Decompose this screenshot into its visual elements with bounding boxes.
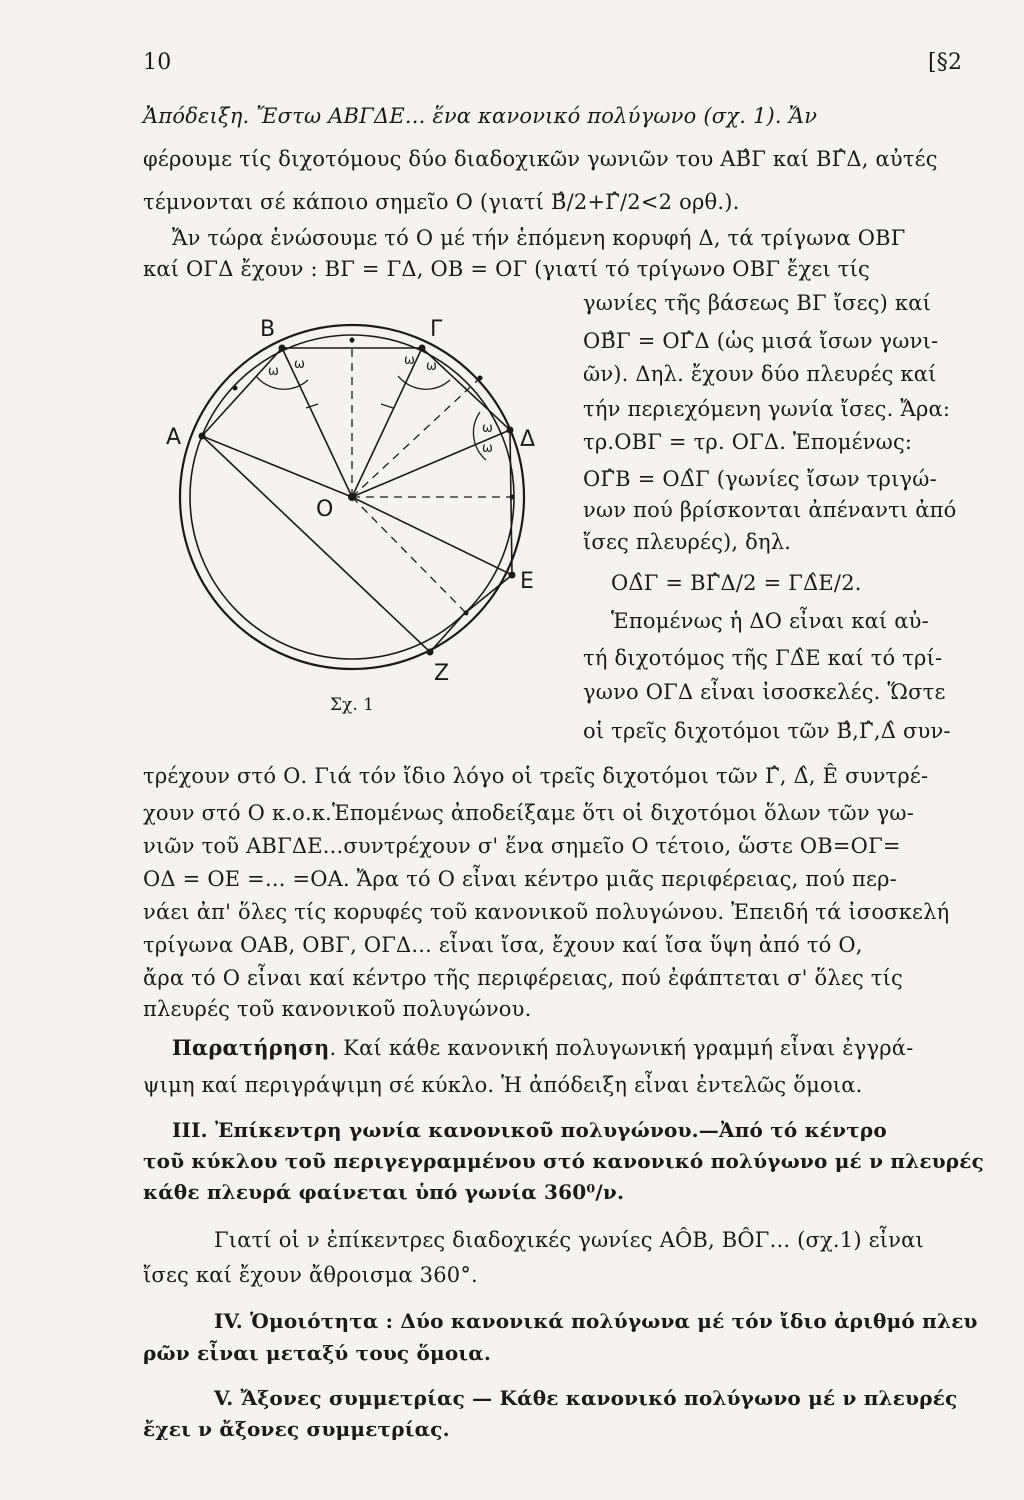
- segment-OP2: [352, 378, 480, 497]
- omega-label-3: ω: [404, 353, 415, 368]
- right-line-4: τήν περιεχόμενη γωνία ἴσες. Ἄρα:: [583, 397, 951, 421]
- vertex-Z: [427, 649, 434, 656]
- right-line-7: νων πού βρίσκονται ἀπέναντι ἀπό: [583, 498, 957, 522]
- label-D: Δ: [520, 427, 536, 452]
- body-line-9: ΟΔ = ΟΕ =... =ΟΑ. Ἄρα τό Ο εἶναι κέντρο μιᾶς περιφέρειας, πού περ-: [143, 867, 897, 891]
- label-Z: Z: [434, 661, 450, 686]
- page-number: 10: [143, 50, 172, 75]
- segment-OA: [202, 436, 352, 497]
- proof-line-5: καί ΟΓΔ ἔχουν : ΒΓ = ΓΔ, ΟΒ = ΟΓ (γιατί τό τρίγωνο ΟΒΓ ἔχει τίς: [143, 257, 870, 281]
- segment-OP4: [352, 497, 466, 613]
- right-line-5: τρ.ΟΒΓ = τρ. ΟΓΔ. Ἑπομένως:: [583, 430, 913, 454]
- justification-line-1: Γιατί οἱ ν ἐπίκεντρες διαδοχικές γωνίες ΑÔΒ, ΒÔΓ... (σχ.1) εἶναι: [214, 1228, 924, 1252]
- right-line-11: τή διχοτόμος τῆς ΓΔ̂Ε καί τό τρί-: [583, 646, 943, 670]
- right-line-12: γωνο ΟΓΔ εἶναι ἰσοσκελές. Ὥστε: [583, 680, 946, 704]
- tangent-point-3: [510, 495, 515, 500]
- proof-line-4: Ἄν τώρα ἑνώσουμε τό Ο μέ τήν ἑπόμενη κορυφή Δ, τά τρίγωνα ΟΒΓ: [172, 226, 906, 250]
- remark-label: Παρατήρηση: [172, 1035, 330, 1060]
- section-iii-line-2: τοῦ κύκλου τοῦ περιγεγραμμένου στό κανονικό πολύγωνο μέ ν πλευρές: [143, 1149, 985, 1173]
- tangent-point-1: [350, 338, 355, 343]
- omega-label-1: ω: [268, 364, 279, 379]
- right-line-3: ῶν). Δηλ. ἔχουν δύο πλευρές καί: [583, 362, 937, 386]
- body-line-6: τρέχουν στό Ο. Γιά τόν ἴδιο λόγο οἱ τρεῖς διχοτόμοι τῶν Γ̂, Δ̂, Ê συντρέ-: [143, 764, 929, 788]
- remark-text: . Καί κάθε κανονική πολυγωνική γραμμή εἶναι ἐγγρά-: [329, 1036, 914, 1060]
- tangent-point-2: [478, 376, 483, 381]
- right-line-2: ΟΒ̂Γ = ΟΓ̂Δ (ὡς μισά ἴσων γωνι-: [583, 329, 939, 353]
- right-line-1: γωνίες τῆς βάσεως ΒΓ ἴσες) καί: [583, 291, 932, 315]
- right-line-9: ΟΔ̂Γ = ΒΓ̂Δ/2 = ΓΔ̂Ε/2.: [611, 571, 862, 595]
- proof-line-2: φέρουμε τίς διχοτόμους δύο διαδοχικῶν γωνιῶν του ΑΒ̂Γ καί ΒΓ̂Δ, αὐτές: [143, 147, 938, 171]
- proof-line-3: τέμνονται σέ κάποιο σημεῖο Ο (γιατί Β̂/2+Γ̂/2<2 ορθ.).: [143, 190, 740, 214]
- body-line-8: νιῶν τοῦ ΑΒΓΔΕ...συντρέχουν σ' ἕνα σημεῖο Ο τέτοιο, ὥστε ΟΒ=ΟΓ=: [143, 834, 901, 858]
- angle-arc-G: [398, 376, 450, 389]
- section-iv-line-1: ΙV. Ὁμοιότητα : Δύο κανονικά πολύγωνα μέ τόν ἴδιο ἀριθμό πλευ: [214, 1309, 978, 1333]
- tick-mark-2: [381, 404, 393, 408]
- segment-OE: [352, 497, 512, 575]
- remark-line-2: ψιμη καί περιγράψιμη σέ κύκλο. Ἡ ἀπόδειξη εἶναι ἐντελῶς ὅμοια.: [143, 1073, 863, 1097]
- section-iii-line-1: ΙΙΙ. Ἐπίκεντρη γωνία κανονικοῦ πολυγώνου.—Ἀπό τό κέντρο: [172, 1118, 887, 1142]
- label-O: O: [316, 497, 334, 522]
- omega-label-4: ω: [426, 359, 437, 374]
- tangent-point-5: [233, 386, 238, 391]
- proof-line-1: Ἀπόδειξη. Ἔστω ΑΒΓΔΕ... ἕνα κανονικό πολύγωνο (σχ. 1). Ἄν: [143, 104, 818, 128]
- section-iv-line-2: ρῶν εἶναι μεταξύ τους ὅμοια.: [143, 1341, 492, 1365]
- vertex-B: [279, 345, 286, 352]
- body-line-11: τρίγωνα ΟΑΒ, ΟΒΓ, ΟΓΔ... εἶναι ἴσα, ἔχουν καί ἴσα ὕψη ἀπό τό Ο,: [143, 933, 863, 957]
- section-v-line-2: ἔχει ν ἄξονες συμμετρίας.: [143, 1417, 450, 1441]
- section-iii-line-3: κάθε πλευρά φαίνεται ὑπό γωνία 360⁰/ν.: [143, 1180, 625, 1204]
- omega-label-5: ω: [482, 421, 493, 436]
- figure-1-regular-polygon-diagram: [160, 300, 560, 720]
- remark-line-1: [172, 1035, 913, 1061]
- justification-line-2: ἴσες καί ἔχουν ἄθροισμα 360°.: [143, 1263, 478, 1287]
- tangent-point-4: [464, 611, 469, 616]
- vertex-E: [509, 572, 516, 579]
- body-line-10: νάει ἀπ' ὅλες τίς κορυφές τοῦ κανονικοῦ πολυγώνου. Ἐπειδή τά ἰσοσκελή: [143, 900, 950, 924]
- label-E: E: [520, 569, 534, 594]
- right-line-8: ἴσες πλευρές), δηλ.: [583, 530, 792, 554]
- right-line-6: ΟΓ̂Β = ΟΔ̂Γ (γωνίες ἴσων τριγώ-: [583, 467, 937, 491]
- segment-OB: [282, 348, 352, 497]
- vertex-D: [507, 427, 514, 434]
- center-O: [348, 493, 356, 501]
- vertex-A: [199, 433, 206, 440]
- right-line-10: Ἑπομένως ἡ ΔΟ εἶναι καί αὐ-: [611, 609, 929, 633]
- omega-label-6: ω: [482, 441, 493, 456]
- vertex-G: [419, 345, 426, 352]
- label-G: Γ: [430, 317, 443, 342]
- body-line-7: χουν στό Ο κ.ο.κ.Ἑπομένως ἀποδείξαμε ὅτι οἱ διχοτόμοι ὅλων τῶν γω-: [143, 801, 915, 825]
- label-B: B: [260, 317, 276, 342]
- segment-OG: [352, 348, 422, 497]
- body-line-12: ἄρα τό Ο εἶναι καί κέντρο τῆς περιφέρειας, πού ἐφάπτεται σ' ὅλες τίς: [143, 966, 903, 990]
- figure-caption: Σχ. 1: [330, 695, 374, 715]
- section-marker: [§2: [928, 50, 963, 75]
- right-line-13: οἱ τρεῖς διχοτόμοι τῶν Β̂,Γ̂,Δ̂ συν-: [583, 719, 951, 743]
- omega-label-2: ω: [294, 357, 305, 372]
- section-v-line-1: V. Ἄξονες συμμετρίας — Κάθε κανονικό πολύγωνο μέ ν πλευρές: [214, 1386, 958, 1410]
- label-A: A: [166, 425, 182, 450]
- body-line-13: πλευρές τοῦ κανονικοῦ πολυγώνου.: [143, 997, 532, 1021]
